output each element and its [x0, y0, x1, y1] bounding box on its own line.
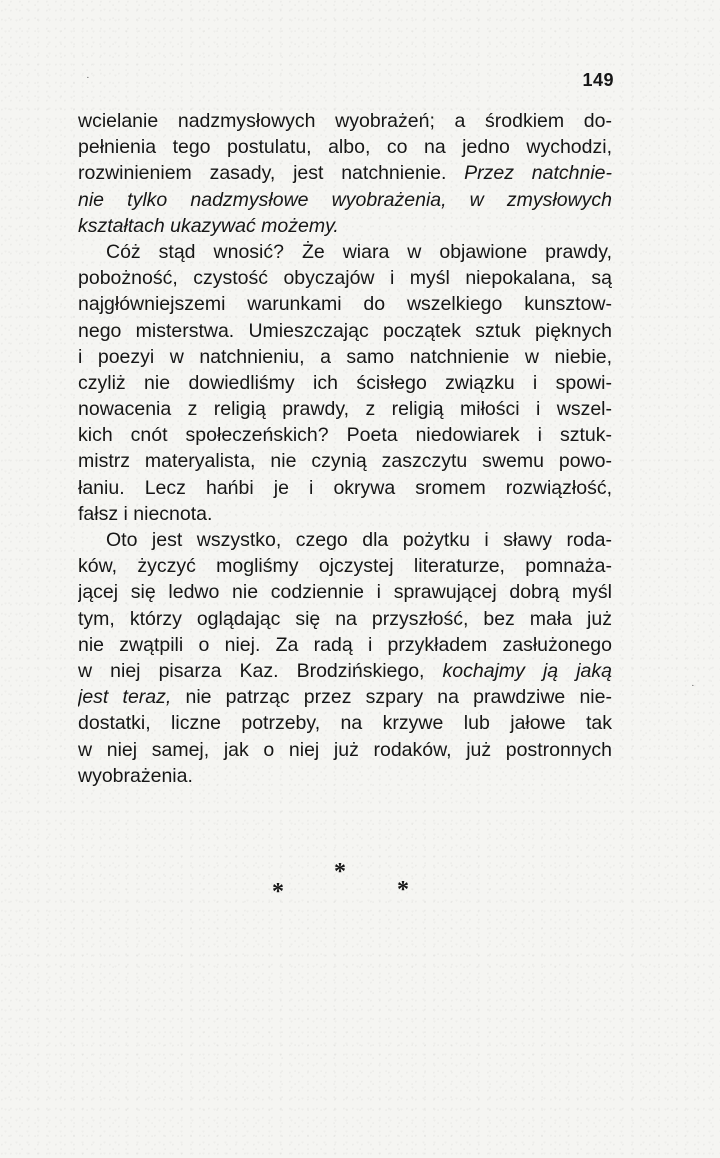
text-line: i poezyi w natchnieniu, a samo natchnienie w niebie, [78, 345, 612, 368]
text-line: Cóż stąd wnosić? Że wiara w objawione prawdy, [106, 240, 612, 263]
asterisk-ornament: * [272, 879, 284, 905]
text-line [78, 160, 612, 186]
scan-speck: · [86, 72, 90, 84]
text-line: fałsz i niecnota. [78, 502, 213, 525]
italic-fragment: kochajmy ją jaką [442, 659, 612, 682]
section-break [0, 859, 720, 905]
italic-fragment: Przez natchnie- [464, 162, 612, 185]
text-fragment: w niej pisarza Kaz. Brodzińskiego, [78, 659, 443, 682]
text-line: najgłówniejszemi warunkami do wszelkiego kunsztow- [78, 293, 612, 316]
text-line: dostatki, liczne potrzeby, na krzywe lub jałowe tak [78, 712, 612, 735]
page-number: 149 [582, 70, 614, 90]
text-fragment: nie patrząc przez szpary na prawdziwe nie- [171, 686, 612, 709]
text-line: kształtach ukazywać możemy. [78, 214, 339, 237]
text-line: łaniu. Lecz hańbi je i okrywa sromem rozwiązłość, [78, 476, 612, 499]
italic-fragment: jest teraz, [78, 686, 172, 709]
text-line: ków, życzyć mogliśmy ojczystej literaturze, pomnaża- [78, 555, 612, 578]
text-line: jącej się ledwo nie codziennie i sprawującej dobrą myśl [78, 581, 612, 604]
text-line: czyliż nie dowiedliśmy ich ścisłego związku i spowi- [78, 371, 612, 394]
text-line: pobożność, czystość obyczajów i myśl niepokalana, są [78, 267, 612, 290]
text-line: tym, którzy oglądając się na przyszłość, bez mała już [78, 607, 612, 630]
text-line: nego misterstwa. Umieszczając początek sztuk pięknych [78, 319, 612, 342]
text-line: w niej samej, jak o niej już rodaków, już postronnych [78, 738, 612, 761]
text-line: wcielanie nadzmysłowych wyobrażeń; a środkiem do- [78, 110, 612, 132]
text-line: pełnienia tego postulatu, albo, co na jedno wychodzi, [78, 136, 612, 159]
asterisk-ornament: * [334, 859, 346, 885]
text-line: nie tylko nadzmysłowe wyobrażenia, w zmysłowych [78, 188, 612, 211]
text-line: mistrz materyalista, nie czynią zaszczytu swemu powo- [78, 450, 612, 473]
text-line [78, 658, 612, 684]
text-line: kich cnót społeczeńskich? Poeta niedowiarek i sztuk- [78, 424, 612, 447]
scan-speck: · [691, 680, 695, 692]
text-line: Oto jest wszystko, czego dla pożytku i sławy roda- [106, 529, 612, 551]
text-line: wyobrażenia. [78, 764, 193, 787]
text-line: nie zwątpili o niej. Za radą i przykładem zasłużonego [78, 633, 612, 656]
body-text [78, 108, 612, 789]
text-line [78, 684, 612, 710]
text-fragment: rozwinieniem zasady, jest natchnienie. [78, 162, 465, 185]
text-line: nowacenia z religią prawdy, z religią miłości i wszel- [78, 398, 612, 421]
asterisk-ornament: * [397, 877, 409, 903]
